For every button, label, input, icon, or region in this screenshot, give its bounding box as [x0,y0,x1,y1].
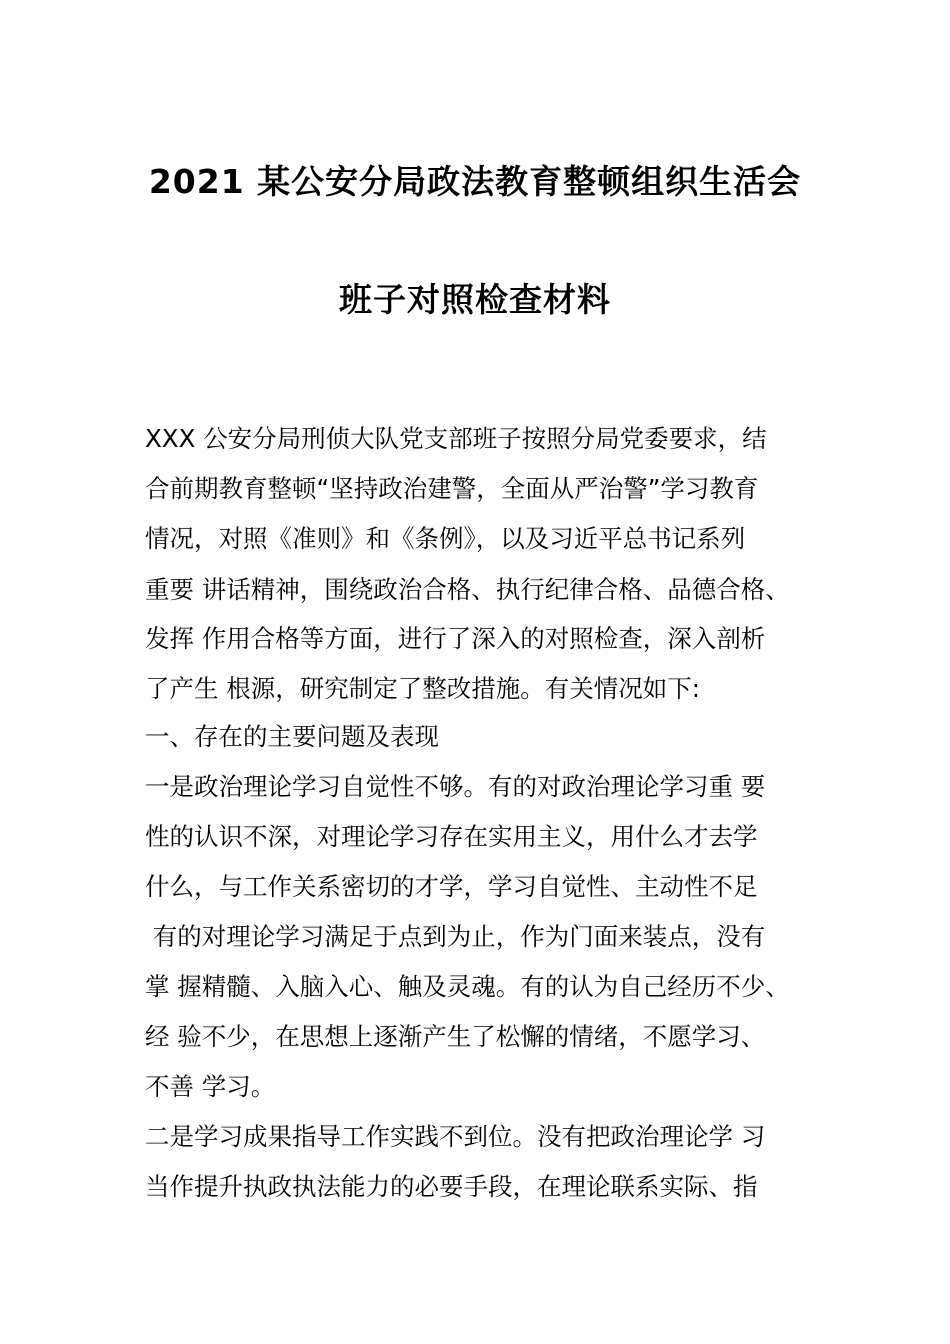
body-line: 掌 握精髓、入脑入心、触及灵魂。有的认为自己经历不少、 [145,972,790,1001]
body-line: 有的对理论学习满足于点到为止，作为门面来装点，没有 [145,922,766,951]
document-title-line-2: 班子对照检查材料 [339,280,611,319]
body-line: 合前期教育整顿“坚持政治建警，全面从严治警”学习教育 [145,474,759,503]
body-line: 一是政治理论学习自觉性不够。有的对政治理论学习重 要 [145,772,766,801]
body-line: 性的认识不深，对理论学习存在实用主义，用什么才去学 [145,822,758,851]
body-line: 了产生 根源，研究制定了整改措施。有关情况如下: [145,674,701,703]
document-title-line-1: 2021 某公安分局政法教育整顿组织生活会 [148,162,802,201]
body-line: 不善 学习。 [145,1072,276,1101]
body-line: 二是学习成果指导工作实践不到位。没有把政治理论学 习 [145,1122,766,1151]
body-line: 当作提升执政执法能力的必要手段，在理论联系实际、指 [145,1172,758,1201]
section-heading: 一、存在的主要问题及表现 [145,722,439,751]
body-line: 情况，对照《准则》和《条例》，以及习近平总书记系列 [145,524,746,553]
body-line: XXX 公安分局刑侦大队党支部班子按照分局党委要求，结 [145,424,767,453]
body-line: 发挥 作用合格等方面，进行了深入的对照检查，深入剖析 [145,624,766,653]
body-line: 经 验不少，在思想上逐渐产生了松懈的情绪，不愿学习、 [145,1022,766,1051]
body-line: 重要 讲话精神，围绕政治合格、执行纪律合格、品德合格、 [145,575,790,604]
body-line: 什么，与工作关系密切的才学，学习自觉性、主动性不足 [145,872,758,901]
